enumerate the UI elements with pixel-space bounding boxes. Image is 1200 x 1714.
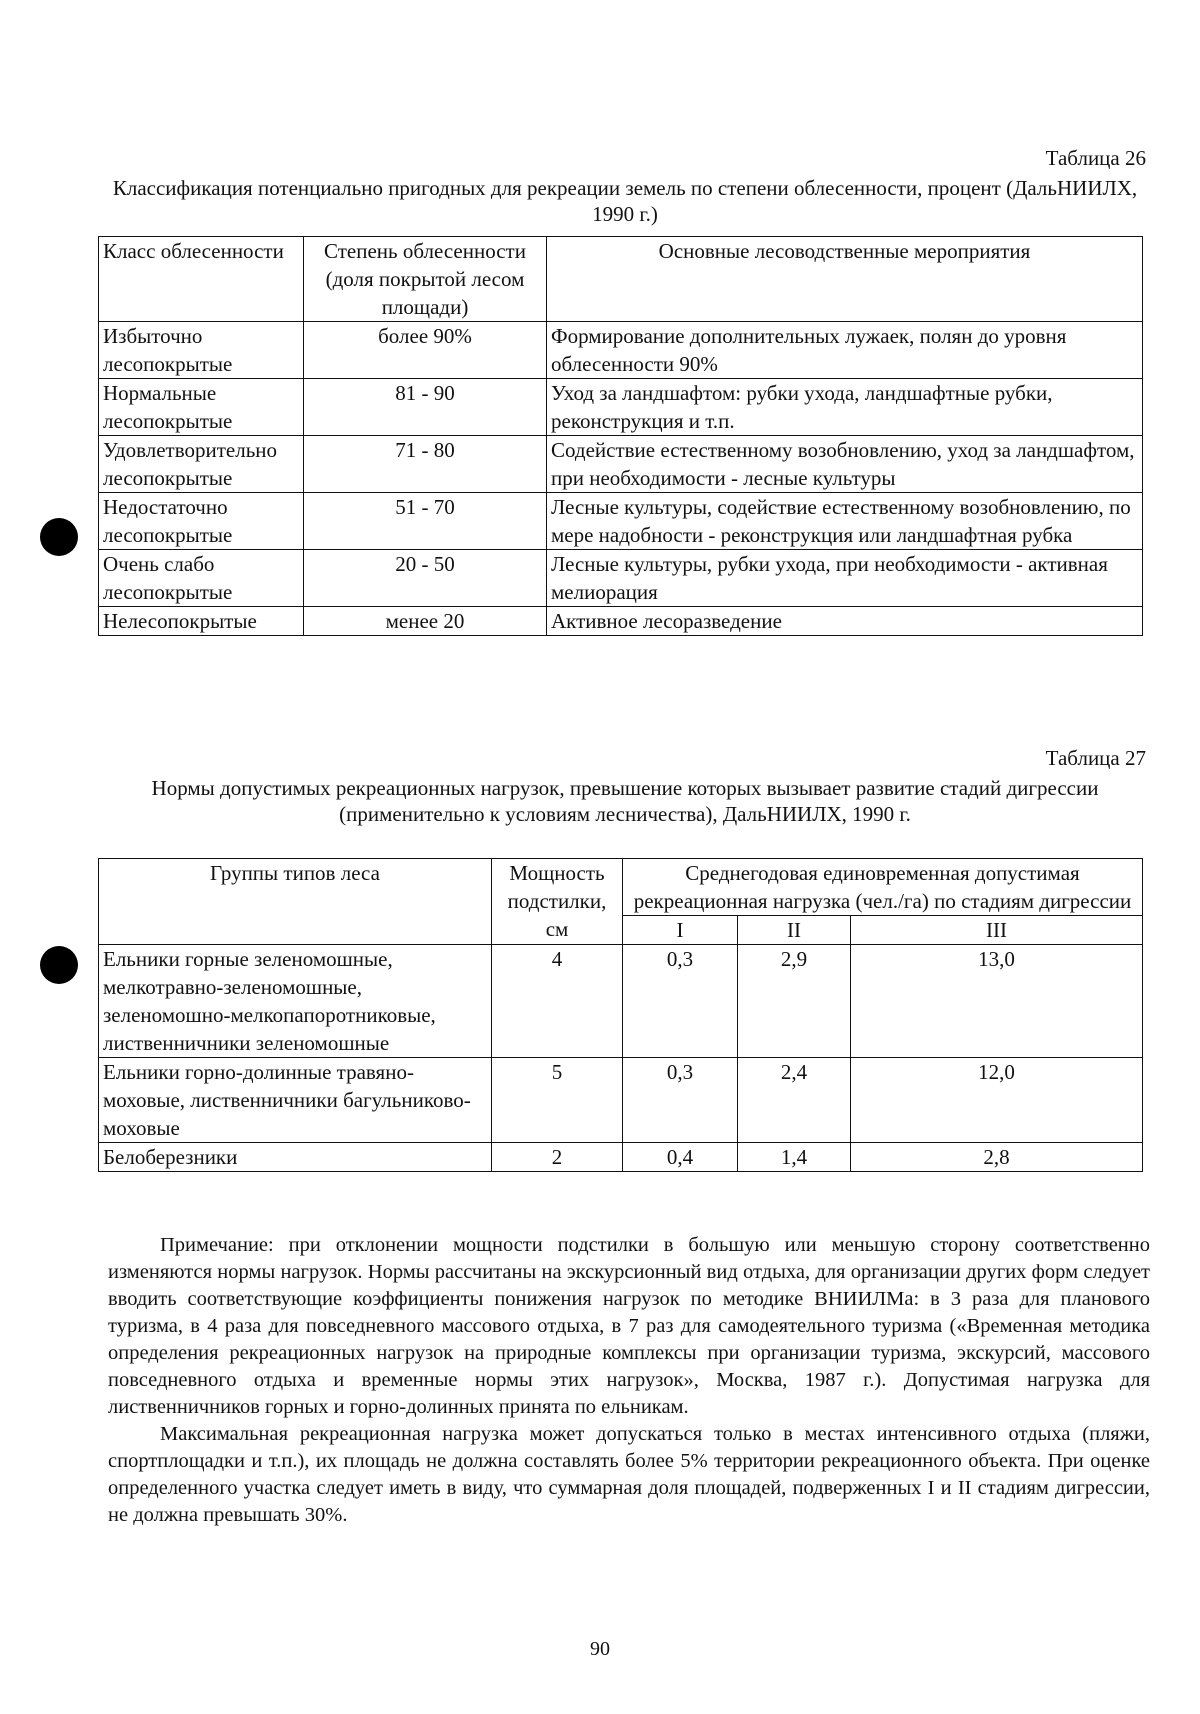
table27-cell: 4 xyxy=(492,945,623,1058)
table27-stage-header: II xyxy=(738,916,851,945)
table27-cell: 2,4 xyxy=(738,1058,851,1143)
table-row xyxy=(99,493,1143,550)
table27-cell: 0,3 xyxy=(623,1058,738,1143)
note-paragraph: Максимальная рекреационная нагрузка может допускаться только в местах интенсивного отдыха (пляжи, спортплощадки и т.п.), их площадь не должна составлять более 5% территории рекреационного объекта. При оценке определенного участка следует иметь в виду, что суммарная доля площадей, подверженных I и II стадиям дигрессии, не должна превышать 30%. xyxy=(108,1423,1150,1526)
table26-cell: Очень слабо лесопокрытые xyxy=(99,550,304,607)
table26-header-measures: Основные лесоводственные мероприятия xyxy=(547,237,1143,322)
table27-cell: 5 xyxy=(492,1058,623,1143)
table27-title: Нормы допустимых рекреационных нагрузок, превышение которых вызывает развитие стадий дигрессии (применительно к условиям лесничества), ДальНИИЛХ, 1990 г. xyxy=(151,776,1099,826)
table27 xyxy=(98,858,1143,1172)
table27-cell: 12,0 xyxy=(851,1058,1143,1143)
table26-number: Таблица 26 xyxy=(1045,146,1146,170)
table-row xyxy=(99,945,1143,1058)
table26-cell: Нормальные лесопокрытые xyxy=(99,379,304,436)
table27-cell: 0,3 xyxy=(623,945,738,1058)
table26-cell: Активное лесоразведение xyxy=(547,607,1143,636)
table-row xyxy=(99,322,1143,379)
table27-cell: 13,0 xyxy=(851,945,1143,1058)
table27-stage-header: III xyxy=(851,916,1143,945)
table27-number: Таблица 27 xyxy=(1045,746,1146,770)
table27-cell: 2,9 xyxy=(738,945,851,1058)
table26 xyxy=(98,236,1143,636)
table26-cell: 51 - 70 xyxy=(304,493,547,550)
table-row xyxy=(99,607,1143,636)
table26-cell: 81 - 90 xyxy=(304,379,547,436)
binder-hole xyxy=(40,946,78,984)
table-row xyxy=(99,1058,1143,1143)
table26-cell: менее 20 xyxy=(304,607,547,636)
table-row xyxy=(99,550,1143,607)
table26-cell: 71 - 80 xyxy=(304,436,547,493)
table26-cell: Избыточно лесопокрытые xyxy=(99,322,304,379)
table26-cell: Недостаточно лесопокрытые xyxy=(99,493,304,550)
table27-header-litter: Мощность подстилки, см xyxy=(492,859,623,945)
note-paragraph: Примечание: при отклонении мощности подстилки в большую или меньшую сторону соответственно изменяются нормы нагрузок. Нормы рассчитаны на экскурсионный вид отдыха, для организации других форм следует вводить соответствующие коэффициенты понижения нагрузок по методике ВНИИЛМа: в 3 раза для планового туризма, в 4 раза для повседневного массового отдыха, в 7 раз для самодеятельного туризма («Временная методика определения рекреационных нагрузок на природные комплексы при организации туризма, экскурсий, массового повседневного отдыха и временные нормы этих нагрузок», Москва, 1987 г.). Допустимая нагрузка для лиственничников горных и горно-долинных принята по ельникам. xyxy=(108,1234,1150,1418)
note-text xyxy=(108,1232,1150,1529)
page-number: 90 xyxy=(590,1638,610,1660)
table26-title: Классификация потенциально пригодных для рекреации земель по степени облесенности, процент (ДальНИИЛХ, 1990 г.) xyxy=(112,176,1138,226)
table26-cell: Содействие естественному возобновлению, уход за ландшафтом, при необходимости - лесные культуры xyxy=(547,436,1143,493)
table27-header-group: Группы типов леса xyxy=(99,859,492,945)
table-row xyxy=(99,1143,1143,1172)
table27-cell: 2,8 xyxy=(851,1143,1143,1172)
table27-stage-header: I xyxy=(623,916,738,945)
table27-header-load: Среднегодовая единовременная допустимая рекреационная нагрузка (чел./га) по стадиям дигрессии xyxy=(623,859,1143,916)
table26-cell: Лесные культуры, рубки ухода, при необходимости - активная мелиорация xyxy=(547,550,1143,607)
table26-cell: Нелесопокрытые xyxy=(99,607,304,636)
table26-header-degree: Степень облесенности (доля покрытой лесом площади) xyxy=(304,237,547,322)
binder-hole xyxy=(40,518,78,556)
table-row xyxy=(99,379,1143,436)
table27-cell: Белоберезники xyxy=(99,1143,492,1172)
table27-cell: 2 xyxy=(492,1143,623,1172)
table27-header-row xyxy=(99,859,1143,916)
table26-cell: 20 - 50 xyxy=(304,550,547,607)
table26-cell: Уход за ландшафтом: рубки ухода, ландшафтные рубки, реконструкция и т.п. xyxy=(547,379,1143,436)
table27-cell: Ельники горные зеленомошные, мелкотравно-зеленомошные, зеленомошно-мелкопапоротниковые, лиственничники зеленомошные xyxy=(99,945,492,1058)
table27-cell: 0,4 xyxy=(623,1143,738,1172)
table27-cell: 1,4 xyxy=(738,1143,851,1172)
table26-header-row xyxy=(99,237,1143,322)
table27-cell: Ельники горно-долинные травяно-моховые, лиственничники багульниково-моховые xyxy=(99,1058,492,1143)
table26-cell: Удовлетворительно лесопокрытые xyxy=(99,436,304,493)
table26-header-class: Класс облесенности xyxy=(99,237,304,322)
table26-cell: Лесные культуры, содействие естественному возобновлению, по мере надобности - реконструкция или ландшафтная рубка xyxy=(547,493,1143,550)
table-row xyxy=(99,436,1143,493)
table26-cell: более 90% xyxy=(304,322,547,379)
table26-cell: Формирование дополнительных лужаек, полян до уровня облесенности 90% xyxy=(547,322,1143,379)
